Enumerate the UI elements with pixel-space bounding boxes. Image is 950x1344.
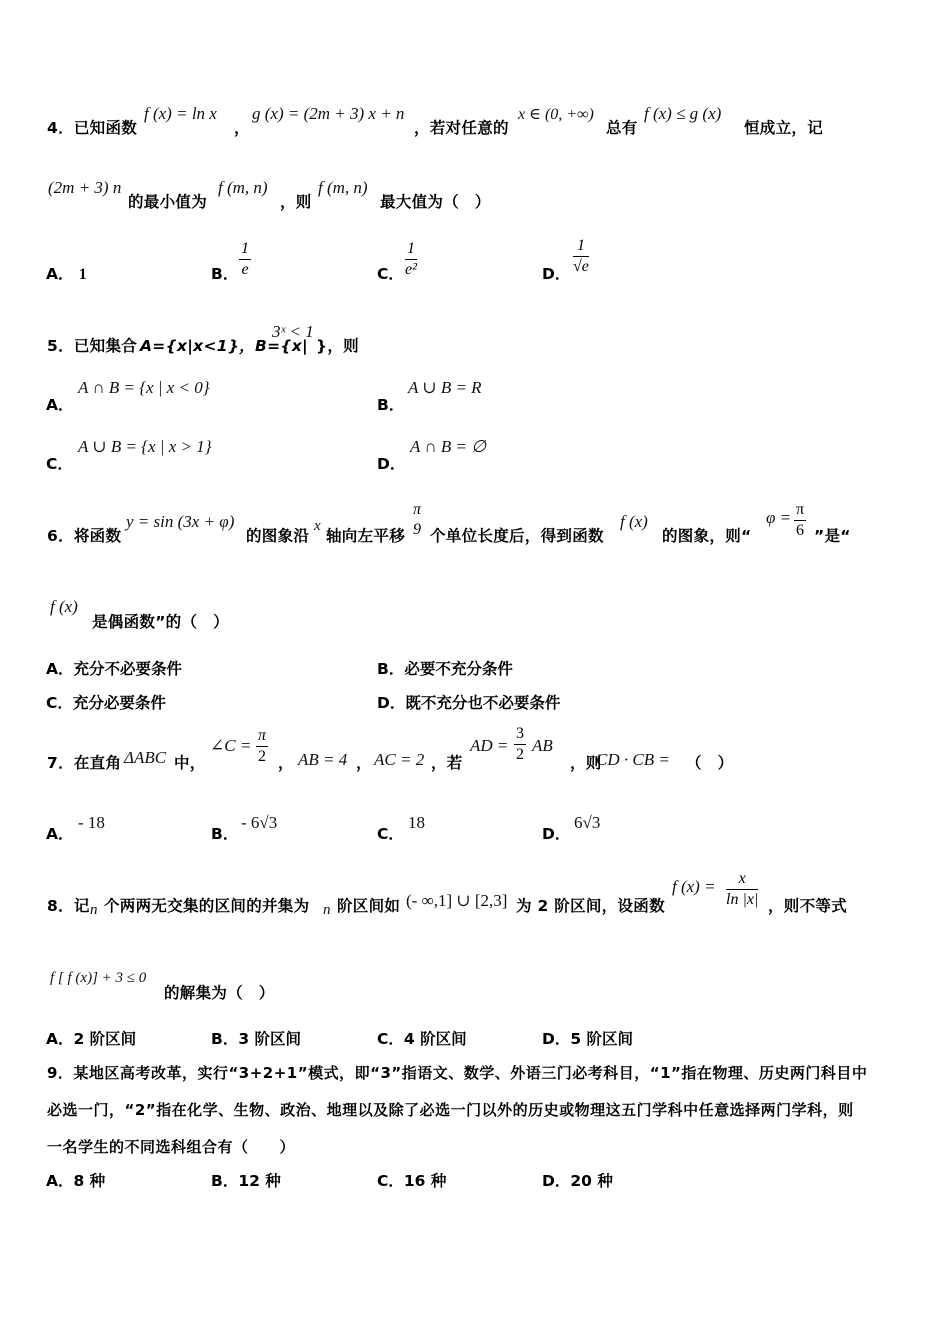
q4-option-c-fraction: $\frac{1}{\text{e²}}$ [405, 240, 417, 278]
q9-option-d[interactable]: D．20 种 [542, 1172, 613, 1190]
q4-fmn: f (m, n) [218, 178, 268, 197]
q8-inequality: f [ f (x)] + 3 ≤ 0 [50, 970, 147, 986]
q7-ad: AD = [470, 736, 509, 755]
q8-option-d[interactable]: D．5 阶区间 [542, 1030, 634, 1048]
q6-function: y = sin (3x + φ) [126, 512, 235, 531]
q7-t2: ， [278, 754, 294, 772]
q5-option-c-value: A ∪ B = {x | x > 1} [78, 437, 212, 456]
q9-line-2: 必选一门，“2”指在化学、生物、政治、地理以及除了必选一门以外的历史或物理这五门学科中任意选择两门学科，则 [47, 1101, 854, 1119]
q7-ad-fraction: $\frac{3}{2}$ [516, 725, 524, 763]
q4-inequality: f (x) ≤ g (x) [644, 104, 722, 123]
q4-max-text: 最大值为（ ） [380, 193, 491, 211]
q7-ac: AC = 2 [374, 750, 425, 769]
q4-sep: ， [234, 119, 250, 137]
q4-g-definition: g (x) = (2m + 3) x + n [252, 104, 405, 123]
q9-option-a[interactable]: A．8 种 [46, 1172, 106, 1190]
q7-option-b-value: - 6√3 [241, 813, 278, 832]
q6-t1: 的图象沿 [246, 527, 310, 545]
q7-t6: （ ） [686, 754, 734, 772]
q4-then: ，则 [280, 193, 312, 211]
q6-option-d[interactable]: D．既不充分也不必要条件 [377, 694, 561, 712]
q7-ab: AB = 4 [298, 750, 348, 769]
q8-t4: ，则不等式 [768, 897, 848, 915]
q7-angle-fraction: $\frac{\pi}{2}$ [258, 727, 267, 765]
q4-option-d-label[interactable]: D． [542, 265, 571, 283]
q6-option-c[interactable]: C．充分必要条件 [46, 694, 166, 712]
q8-f-fraction: $\frac{x}{\ln |x|}$ [726, 870, 759, 908]
q5-option-d-value: A ∩ B = ∅ [410, 437, 487, 456]
q7-option-c-value: 18 [408, 813, 425, 832]
q4-fmn-2: f (m, n) [318, 178, 368, 197]
q4-mid-text: ，若对任意的 [414, 119, 509, 137]
q6-fx: f (x) [620, 512, 648, 531]
q7-triangle: ΔABC [124, 748, 167, 767]
q6-t2: 轴向左平移 [326, 527, 406, 545]
q4-tail: 恒成立，记 [744, 119, 824, 137]
q6-t5: ”是“ [814, 527, 851, 545]
q5-option-b-value: A ∪ B = R [408, 378, 482, 397]
q4-option-b-label[interactable]: B． [211, 265, 239, 283]
q7-ad-tail: AB [532, 736, 553, 755]
q7-dot-product: CD · CB = [596, 750, 670, 769]
q8-n2: n [323, 902, 331, 918]
q9-option-b[interactable]: B．12 种 [211, 1172, 281, 1190]
q8-t3: 为 2 阶区间，设函数 [516, 897, 665, 915]
q7-option-d-value: 6√3 [574, 813, 601, 832]
q7-option-c-label[interactable]: C． [377, 825, 404, 843]
q5-option-b-label[interactable]: B． [377, 396, 405, 414]
q4-label: 4．已知函数 [47, 119, 138, 137]
q6-t3: 个单位长度后，得到函数 [430, 527, 604, 545]
q6-t6: 是偶函数”的（ ） [92, 613, 229, 631]
q4-option-b-fraction: $\frac{1}{e}$ [241, 240, 249, 278]
q4-option-a[interactable]: A． 1 [46, 265, 87, 283]
q5-tail: }，则 [316, 337, 359, 355]
q4-always: 总有 [606, 119, 638, 137]
q8-option-a[interactable]: A．2 阶区间 [46, 1030, 137, 1048]
q9-line-1: 9．某地区高考改革，实行“3+2+1”模式，即“3”指语文、数学、外语三门必考科目，“1”指在物理、历史两门科目中 [47, 1064, 868, 1082]
q9-option-c[interactable]: C．16 种 [377, 1172, 447, 1190]
q6-option-a[interactable]: A．充分不必要条件 [46, 660, 183, 678]
q7-option-a-label[interactable]: A． [46, 825, 74, 843]
q6-t4: 的图象，则“ [662, 527, 752, 545]
q7-t5: ，则 [570, 754, 602, 772]
q4-expression: (2m + 3) n [48, 178, 122, 197]
q6-axis: x [314, 518, 321, 534]
q6-fx-2: f (x) [50, 597, 78, 616]
q8-example-interval: (- ∞,1] ∪ [2,3] [406, 891, 508, 910]
q5-option-c-label[interactable]: C． [46, 455, 73, 473]
q6-label: 6．将函数 [47, 527, 122, 545]
q4-option-d-fraction: $\frac{1}{√e}$ [573, 237, 589, 275]
q5-option-a-label[interactable]: A． [46, 396, 74, 414]
q7-angle: ∠C = [210, 736, 252, 755]
q8-option-b[interactable]: B．3 阶区间 [211, 1030, 302, 1048]
q4-f-definition: f (x) = ln x [144, 104, 217, 123]
q8-t2: 阶区间如 [337, 897, 401, 915]
q8-option-c[interactable]: C．4 阶区间 [377, 1030, 467, 1048]
q5-sets: A={x|x<1}，B={x| [140, 337, 308, 355]
q8-f-def: f (x) = [672, 877, 716, 896]
q4-domain: x ∈ (0, +∞) [518, 106, 594, 123]
q5-label: 5．已知集合 [47, 337, 138, 355]
q4-option-c-label[interactable]: C． [377, 265, 404, 283]
q5-option-a-value: A ∩ B = {x | x < 0} [78, 378, 210, 397]
q8-n1: n [90, 902, 98, 918]
q8-t5: 的解集为（ ） [164, 984, 275, 1002]
q6-option-b[interactable]: B．必要不充分条件 [377, 660, 513, 678]
q7-option-a-value: - 18 [78, 813, 105, 832]
q7-t4: ，若 [431, 754, 463, 772]
q5-condition: 3ˣ < 1 [272, 322, 314, 341]
q7-label: 7．在直角 [47, 754, 122, 772]
q7-option-b-label[interactable]: B． [211, 825, 239, 843]
q6-shift-fraction: π 9 [413, 501, 422, 538]
q5-option-d-label[interactable]: D． [377, 455, 406, 473]
q6-phi: φ = [766, 508, 792, 527]
q7-option-d-label[interactable]: D． [542, 825, 571, 843]
q6-phi-fraction: $\frac{\pi}{6}$ [796, 501, 805, 539]
q7-t1: 中， [174, 754, 206, 772]
q8-t1: 个两两无交集的区间的并集为 [104, 897, 310, 915]
q4-min-text: 的最小值为 [128, 193, 208, 211]
q7-t3: ， [356, 754, 372, 772]
q9-line-3: 一名学生的不同选科组合有（ ） [47, 1138, 296, 1156]
q8-label: 8．记 [47, 897, 90, 915]
